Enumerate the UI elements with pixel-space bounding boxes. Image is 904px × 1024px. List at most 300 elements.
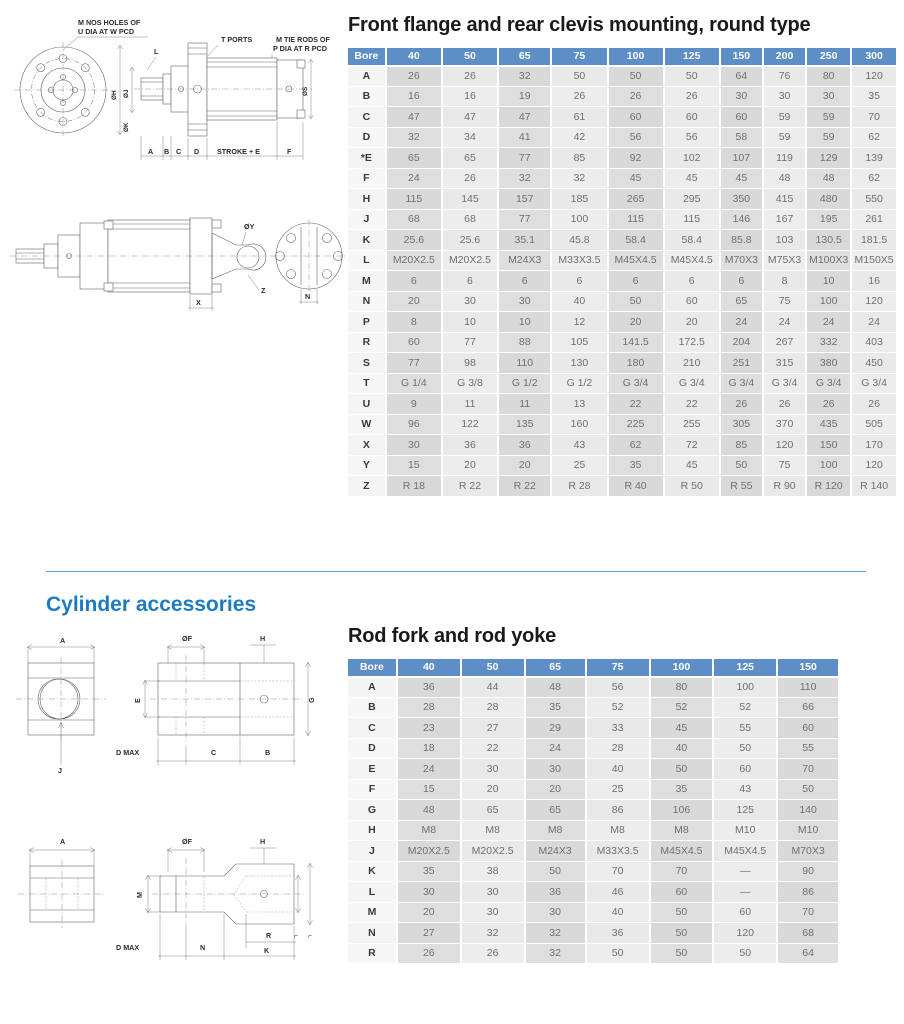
row-label: P xyxy=(348,312,386,333)
table-cell: M45X4.5 xyxy=(650,841,714,862)
table-cell: 70 xyxy=(777,902,838,923)
table-row xyxy=(348,800,838,821)
table-row xyxy=(348,943,838,964)
section-cylinder-accessories xyxy=(0,585,904,1024)
table-cell: 36 xyxy=(397,677,461,698)
table-cell: 60 xyxy=(720,107,763,128)
table-cell: R 120 xyxy=(806,476,851,497)
column-header-125: 125 xyxy=(713,659,777,677)
table-cell: 60 xyxy=(713,759,777,780)
table-cell: 36 xyxy=(498,435,551,456)
column-header-40: 40 xyxy=(386,48,442,66)
table-cell: 50 xyxy=(713,943,777,964)
table-row xyxy=(348,677,838,698)
table-cell: 58.4 xyxy=(608,230,664,251)
table-cell: 145 xyxy=(442,189,498,210)
table-cell: 26 xyxy=(720,394,763,415)
table-cell: 267 xyxy=(763,332,806,353)
table-cell: 24 xyxy=(386,168,442,189)
table-cell: 58.4 xyxy=(664,230,720,251)
table-cell: 26 xyxy=(664,86,720,107)
table-cell: 32 xyxy=(498,66,551,87)
table-cell: 38 xyxy=(461,861,525,882)
table-cell: 28 xyxy=(461,697,525,718)
table-cell: 35 xyxy=(608,455,664,476)
table-cell: 62 xyxy=(851,168,896,189)
table-cell: R 22 xyxy=(442,476,498,497)
table-cell: 140 xyxy=(777,800,838,821)
row-label: D xyxy=(348,127,386,148)
table-cell: 30 xyxy=(806,86,851,107)
table-front-flange-dimensions xyxy=(348,48,896,497)
table-cell: 60 xyxy=(664,107,720,128)
table-cell: 52 xyxy=(713,697,777,718)
table-cell: 6 xyxy=(664,271,720,292)
table-cell: 20 xyxy=(664,312,720,333)
annotation-m-tie-rods: M TIE RODS OF xyxy=(276,35,330,44)
table-cell: M70X3 xyxy=(777,841,838,862)
table-cell: 47 xyxy=(498,107,551,128)
row-label: F xyxy=(348,779,397,800)
row-label: W xyxy=(348,414,386,435)
column-header-65: 65 xyxy=(498,48,551,66)
table-cell: G 1/4 xyxy=(386,373,442,394)
table-cell: 48 xyxy=(397,800,461,821)
table-cell: G 3/4 xyxy=(608,373,664,394)
table-cell: 44 xyxy=(461,677,525,698)
table-cell: 26 xyxy=(442,168,498,189)
table-cell: 27 xyxy=(397,923,461,944)
table-cell: 103 xyxy=(763,230,806,251)
table-cell: G 1/2 xyxy=(551,373,607,394)
table-cell: 45 xyxy=(664,455,720,476)
table-cell: — xyxy=(713,882,777,903)
table-cell: 59 xyxy=(763,127,806,148)
table-cell: 43 xyxy=(551,435,607,456)
table-column-flange xyxy=(348,14,896,497)
table-cell: 30 xyxy=(498,291,551,312)
column-header-50: 50 xyxy=(461,659,525,677)
table-cell: 30 xyxy=(397,882,461,903)
table-cell: M8 xyxy=(586,820,650,841)
column-header-50: 50 xyxy=(442,48,498,66)
table-cell: 9 xyxy=(386,394,442,415)
table-row xyxy=(348,66,896,87)
table-row xyxy=(348,332,896,353)
table-cell: 88 xyxy=(498,332,551,353)
annotation-dia-s: ØS xyxy=(302,86,309,96)
table-cell: M45X4.5 xyxy=(608,250,664,271)
table-cell: 48 xyxy=(806,168,851,189)
section-title-front-flange: Front flange and rear clevis mounting, round type xyxy=(348,14,811,36)
table-cell: 20 xyxy=(498,455,551,476)
row-label: H xyxy=(348,820,397,841)
table-cell: M8 xyxy=(461,820,525,841)
table-cell: 40 xyxy=(551,291,607,312)
table-cell: 25.6 xyxy=(442,230,498,251)
table-row xyxy=(348,902,838,923)
table-cell: M10 xyxy=(713,820,777,841)
table-cell: 315 xyxy=(763,353,806,374)
row-label: T xyxy=(348,373,386,394)
table-cell: 15 xyxy=(386,455,442,476)
table-cell: 85 xyxy=(551,148,607,169)
table-cell: 10 xyxy=(498,312,551,333)
table-cell: 60 xyxy=(386,332,442,353)
column-header-100: 100 xyxy=(608,48,664,66)
table-cell: 28 xyxy=(586,738,650,759)
table-row xyxy=(348,373,896,394)
table-cell: 40 xyxy=(650,738,714,759)
table-cell: 56 xyxy=(608,127,664,148)
table-cell: 30 xyxy=(461,882,525,903)
table-cell: 22 xyxy=(664,394,720,415)
annotation-yoke-k: K xyxy=(264,946,270,955)
table-cell: 86 xyxy=(586,800,650,821)
annotation-fork-j: J xyxy=(58,766,62,775)
table-row xyxy=(348,271,896,292)
row-label: A xyxy=(348,677,397,698)
table-cell: 76 xyxy=(763,66,806,87)
annotation-t-ports: T PORTS xyxy=(221,35,253,44)
table-cell: 141.5 xyxy=(608,332,664,353)
row-label: L xyxy=(348,250,386,271)
annotation-yoke-dia-f: ØF xyxy=(182,837,192,846)
table-cell: 172.5 xyxy=(664,332,720,353)
table-cell: 403 xyxy=(851,332,896,353)
table-cell: 210 xyxy=(664,353,720,374)
table-cell: 6 xyxy=(551,271,607,292)
table-cell: 60 xyxy=(713,902,777,923)
table-cell: 30 xyxy=(386,435,442,456)
table-cell: 65 xyxy=(720,291,763,312)
table-cell: 35.1 xyxy=(498,230,551,251)
table-cell: 26 xyxy=(806,394,851,415)
table-cell: 26 xyxy=(763,394,806,415)
table-cell: 10 xyxy=(806,271,851,292)
table-cell: M70X3 xyxy=(720,250,763,271)
row-label: C xyxy=(348,107,386,128)
table-cell: 115 xyxy=(664,209,720,230)
table-cell: 48 xyxy=(525,677,586,698)
table-cell: M8 xyxy=(650,820,714,841)
table-cell: 20 xyxy=(461,779,525,800)
table-row xyxy=(348,209,896,230)
table-row xyxy=(348,455,896,476)
table-cell: M33X3.5 xyxy=(551,250,607,271)
table-cell: 36 xyxy=(442,435,498,456)
table-cell: 48 xyxy=(763,168,806,189)
table-cell: M20X2.5 xyxy=(386,250,442,271)
table-cell: 56 xyxy=(586,677,650,698)
table-cell: 25 xyxy=(586,779,650,800)
drawing-column-flange-clevis xyxy=(8,10,346,340)
table-cell: 480 xyxy=(806,189,851,210)
column-header-200: 200 xyxy=(763,48,806,66)
table-cell: 85 xyxy=(720,435,763,456)
table-cell: 146 xyxy=(720,209,763,230)
table-cell: 70 xyxy=(586,861,650,882)
table-cell: M100X3 xyxy=(806,250,851,271)
table-cell: 42 xyxy=(551,127,607,148)
table-cell: 12 xyxy=(551,312,607,333)
drawing-front-flange-assembly xyxy=(8,10,346,195)
table-cell: 50 xyxy=(551,66,607,87)
table-cell: M33X3.5 xyxy=(586,841,650,862)
table-row xyxy=(348,820,838,841)
table-cell: 105 xyxy=(551,332,607,353)
annotation-yoke-a: A xyxy=(60,837,66,846)
table-row xyxy=(348,394,896,415)
table-cell: 135 xyxy=(498,414,551,435)
table-cell: 36 xyxy=(586,923,650,944)
table-cell: 30 xyxy=(461,902,525,923)
table-row xyxy=(348,312,896,333)
table-cell: 70 xyxy=(777,759,838,780)
table-cell: 36 xyxy=(525,882,586,903)
table-cell: 35 xyxy=(650,779,714,800)
annotation-dia-y: ØY xyxy=(244,222,255,231)
table-cell: 68 xyxy=(777,923,838,944)
table-cell: 160 xyxy=(551,414,607,435)
table-row xyxy=(348,759,838,780)
table-row xyxy=(348,250,896,271)
table-cell: 18 xyxy=(397,738,461,759)
table-cell: 45 xyxy=(650,718,714,739)
annotation-fork-a: A xyxy=(60,636,66,645)
table-cell: 26 xyxy=(442,66,498,87)
table-cell: 20 xyxy=(608,312,664,333)
accessories-title: Cylinder accessories xyxy=(46,593,257,616)
table-cell: 100 xyxy=(551,209,607,230)
table-cell: 6 xyxy=(386,271,442,292)
drawing-rod-fork xyxy=(8,625,346,800)
column-header-65: 65 xyxy=(525,659,586,677)
table-cell: 65 xyxy=(461,800,525,821)
annotation-yoke-m: M xyxy=(135,892,144,898)
row-label: U xyxy=(348,394,386,415)
table-row xyxy=(348,230,896,251)
table-cell: 60 xyxy=(650,882,714,903)
row-label: M xyxy=(348,271,386,292)
annotation-yoke-d-max: D MAX xyxy=(116,943,140,952)
column-header-bore: Bore xyxy=(348,659,397,677)
table-cell: R 140 xyxy=(851,476,896,497)
table-cell: 50 xyxy=(650,923,714,944)
table-cell: 27 xyxy=(461,718,525,739)
table-cell: 70 xyxy=(851,107,896,128)
table-cell: 40 xyxy=(586,759,650,780)
table-cell: 22 xyxy=(461,738,525,759)
table-cell: 505 xyxy=(851,414,896,435)
table-cell: 70 xyxy=(650,861,714,882)
table-cell: 50 xyxy=(650,902,714,923)
table-cell: 32 xyxy=(525,943,586,964)
table-cell: 24 xyxy=(851,312,896,333)
table-cell: 6 xyxy=(608,271,664,292)
table-cell: R 22 xyxy=(498,476,551,497)
table-cell: 350 xyxy=(720,189,763,210)
table-cell: 8 xyxy=(386,312,442,333)
annotation-fork-dia-f: ØF xyxy=(182,634,192,643)
table-cell: 30 xyxy=(461,759,525,780)
table-cell: 64 xyxy=(720,66,763,87)
row-label: B xyxy=(348,697,397,718)
table-cell: 61 xyxy=(551,107,607,128)
table-row xyxy=(348,861,838,882)
table-cell: 75 xyxy=(763,291,806,312)
table-cell: 60 xyxy=(608,107,664,128)
row-label: N xyxy=(348,923,397,944)
table-cell: 25 xyxy=(551,455,607,476)
table-cell: 100 xyxy=(806,291,851,312)
column-header-125: 125 xyxy=(664,48,720,66)
row-label: R xyxy=(348,332,386,353)
table-cell: 435 xyxy=(806,414,851,435)
table-cell: 46 xyxy=(586,882,650,903)
table-cell: 16 xyxy=(442,86,498,107)
table-cell: 450 xyxy=(851,353,896,374)
table-cell: 23 xyxy=(397,718,461,739)
table-cell: 102 xyxy=(664,148,720,169)
table-cell: 50 xyxy=(713,738,777,759)
column-header-300: 300 xyxy=(851,48,896,66)
annotation-dim-d: D xyxy=(194,147,200,156)
table-cell: 10 xyxy=(442,312,498,333)
table-cell: R 28 xyxy=(551,476,607,497)
table-cell: 55 xyxy=(777,738,838,759)
table-row xyxy=(348,107,896,128)
table-cell: G 3/4 xyxy=(664,373,720,394)
table-cell: 50 xyxy=(650,943,714,964)
annotation-dia-j: ØJ xyxy=(123,89,130,98)
annotation-yoke-n: N xyxy=(200,943,206,952)
row-label: E xyxy=(348,759,397,780)
table-cell: 167 xyxy=(763,209,806,230)
table-cell: 50 xyxy=(720,455,763,476)
table-cell: 11 xyxy=(498,394,551,415)
drawing-rear-clevis-assembly xyxy=(8,207,346,322)
row-label: G xyxy=(348,800,397,821)
table-cell: 415 xyxy=(763,189,806,210)
table-cell: 68 xyxy=(386,209,442,230)
table-cell: 120 xyxy=(763,435,806,456)
section-title-rod-fork-yoke: Rod fork and rod yoke xyxy=(348,625,557,647)
table-cell: M150X5 xyxy=(851,250,896,271)
table-cell: 30 xyxy=(720,86,763,107)
table-cell: 66 xyxy=(777,697,838,718)
table-rod-fork-yoke-dimensions xyxy=(348,659,838,965)
column-header-150: 150 xyxy=(777,659,838,677)
table-cell: 98 xyxy=(442,353,498,374)
table-cell: 107 xyxy=(720,148,763,169)
table-cell: 251 xyxy=(720,353,763,374)
table-cell: 180 xyxy=(608,353,664,374)
table-cell: 29 xyxy=(525,718,586,739)
row-label: C xyxy=(348,718,397,739)
table-cell: M45X4.5 xyxy=(664,250,720,271)
table-cell: 24 xyxy=(720,312,763,333)
table-cell: 86 xyxy=(777,882,838,903)
annotation-yoke-j: ⌐ xyxy=(294,933,298,940)
table-cell: 24 xyxy=(806,312,851,333)
table-row xyxy=(348,923,838,944)
table-cell: 47 xyxy=(442,107,498,128)
table-cell: 50 xyxy=(664,66,720,87)
table-cell: 30 xyxy=(763,86,806,107)
table-cell: 16 xyxy=(851,271,896,292)
table-cell: 370 xyxy=(763,414,806,435)
table-row xyxy=(348,414,896,435)
annotation-dim-f: F xyxy=(287,147,292,156)
column-header-250: 250 xyxy=(806,48,851,66)
table-cell: 50 xyxy=(525,861,586,882)
table-cell: 90 xyxy=(777,861,838,882)
table-cell: 56 xyxy=(664,127,720,148)
drawing-rod-yoke xyxy=(8,828,346,978)
table-cell: 26 xyxy=(851,394,896,415)
table-cell: 24 xyxy=(397,759,461,780)
row-label: A xyxy=(348,66,386,87)
table-cell: 6 xyxy=(720,271,763,292)
row-label: X xyxy=(348,435,386,456)
annotation-yoke-l: ⌐ xyxy=(308,933,312,940)
table-cell: 50 xyxy=(608,66,664,87)
table-cell: 181.5 xyxy=(851,230,896,251)
table-cell: 15 xyxy=(397,779,461,800)
table-cell: 204 xyxy=(720,332,763,353)
table-cell: 62 xyxy=(608,435,664,456)
table-cell: 45 xyxy=(720,168,763,189)
annotation-fork-g: G xyxy=(307,697,316,703)
table-cell: M8 xyxy=(525,820,586,841)
row-label: D xyxy=(348,738,397,759)
annotation-dim-a: A xyxy=(148,147,154,156)
table-cell: 35 xyxy=(397,861,461,882)
row-label: S xyxy=(348,353,386,374)
table-cell: 72 xyxy=(664,435,720,456)
table-row xyxy=(348,718,838,739)
table-row xyxy=(348,738,838,759)
annotation-fork-h: H xyxy=(260,634,266,643)
section-divider xyxy=(46,571,866,572)
annotation-fork-d-max: D MAX xyxy=(116,748,140,757)
table-cell: 106 xyxy=(650,800,714,821)
table-cell: 13 xyxy=(551,394,607,415)
table-cell: G 3/4 xyxy=(806,373,851,394)
table-row xyxy=(348,779,838,800)
table-cell: 24 xyxy=(763,312,806,333)
table-cell: 64 xyxy=(777,943,838,964)
row-label: *E xyxy=(348,148,386,169)
table-cell: G 3/4 xyxy=(763,373,806,394)
table-cell: M24X3 xyxy=(498,250,551,271)
table-header-row xyxy=(348,659,838,677)
table-row xyxy=(348,697,838,718)
column-header-40: 40 xyxy=(397,659,461,677)
table-cell: 195 xyxy=(806,209,851,230)
table-cell: 25.6 xyxy=(386,230,442,251)
table-cell: 6 xyxy=(442,271,498,292)
annotation-m-nos-holes: M NOS HOLES OF xyxy=(78,18,141,27)
annotation-fork-b: B xyxy=(265,748,271,757)
table-cell: 32 xyxy=(498,168,551,189)
table-cell: M20X2.5 xyxy=(461,841,525,862)
table-cell: 150 xyxy=(806,435,851,456)
row-label: N xyxy=(348,291,386,312)
annotation-fork-c: C xyxy=(211,748,217,757)
table-cell: 26 xyxy=(608,86,664,107)
